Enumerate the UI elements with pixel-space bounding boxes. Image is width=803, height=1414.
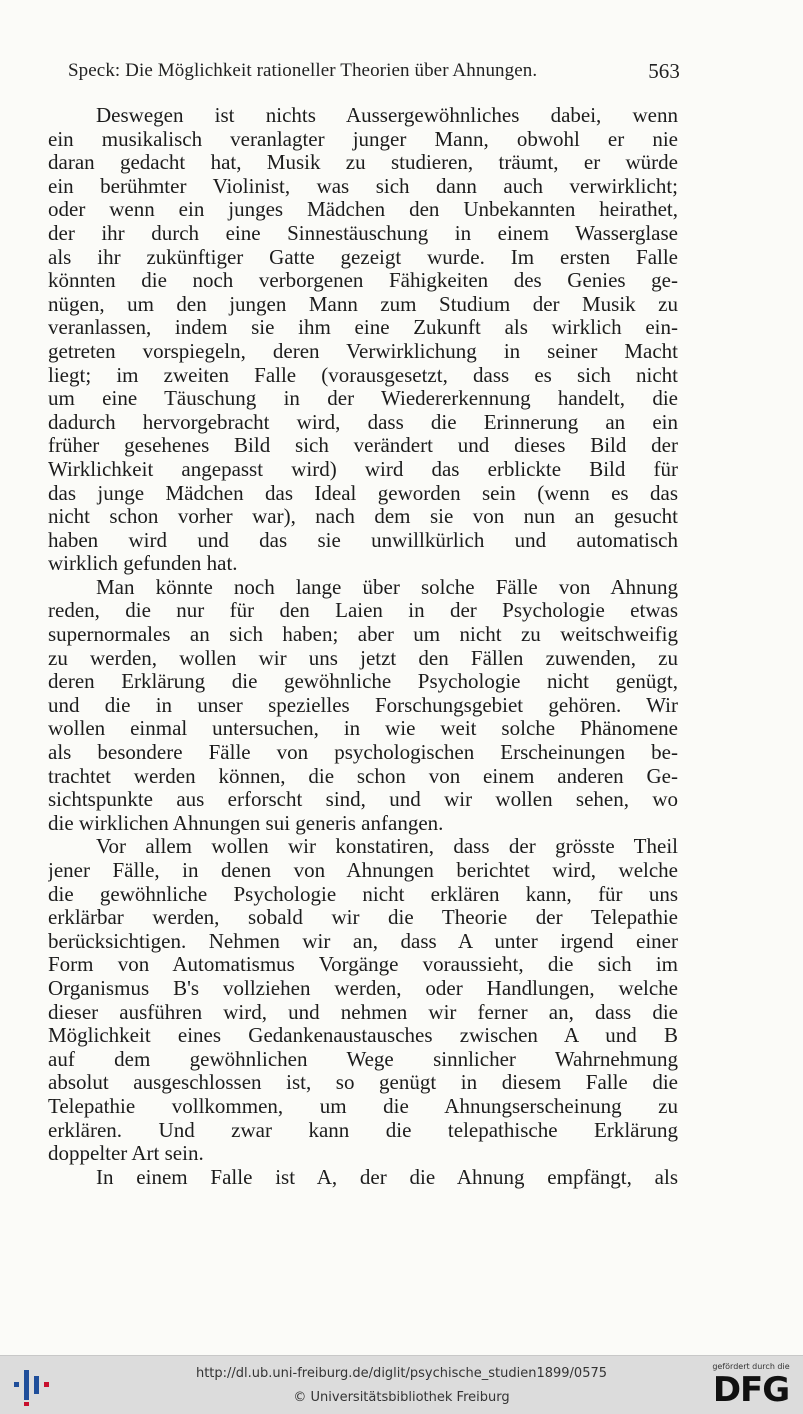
text-line: könnten die noch verborgenen Fähigkeiten des Genies ge- (48, 269, 678, 293)
text-line: reden, die nur für den Laien in der Psychologie etwas (48, 599, 678, 623)
text-line: ein musikalisch veranlagter junger Mann, obwohl er nie (48, 127, 678, 151)
dfg-logo (707, 1362, 795, 1410)
text-line: deren Erklärung die gewöhnliche Psychologie nicht genügt, (48, 670, 678, 694)
text-line: doppelter Art sein. (48, 1142, 204, 1166)
text-line: dieser ausführen wird, und nehmen wir ferner an, dass die (48, 1000, 678, 1024)
text-line: nügen, um den jungen Mann zum Studium der Musik zu (48, 292, 678, 316)
text-line: nicht schon vorher war), nach dem sie von nun an gesucht (48, 505, 678, 529)
text-line: absolut ausgeschlossen ist, so genügt in diesem Falle die (48, 1071, 678, 1095)
text-line: zu werden, wollen wir uns jetzt den Fällen zuwenden, zu (48, 646, 678, 670)
text-line: haben wird und das sie unwillkürlich und automatisch (48, 528, 678, 552)
text-line: wollen einmal untersuchen, in wie weit solche Phänomene (48, 717, 678, 741)
text-line: Man könnte noch lange über solche Fälle von Ahnung (96, 575, 678, 599)
text-line: veranlassen, indem sie ihm eine Zukunft als wirklich ein- (48, 316, 678, 340)
text-line: die wirklichen Ahnungen sui generis anfangen. (48, 811, 444, 835)
text-line: und die in unser spezielles Forschungsgebiet gehören. Wir (48, 693, 678, 717)
text-line: supernormales an sich haben; aber um nicht zu weitschweifig (48, 623, 678, 647)
text-line: ein berühmter Violinist, was sich dann auch verwirklicht; (48, 174, 678, 198)
text-line: Form von Automatismus Vorgänge voraussieht, die sich im (48, 953, 678, 977)
text-line: liegt; im zweiten Falle (vorausgesetzt, dass es sich nicht (48, 363, 678, 387)
text-line: trachtet werden können, die schon von einem anderen Ge- (48, 764, 678, 788)
dfg-sponsor-text: gefördert durch die (712, 1362, 790, 1371)
text-line: das junge Mädchen das Ideal geworden sein (wenn es das (48, 481, 678, 505)
body-text (48, 104, 678, 1189)
text-line: jener Fälle, in denen von Ahnungen berichtet wird, welche (48, 859, 678, 882)
text-line: früher gesehenes Bild sich verändert und dieses Bild der (48, 434, 678, 458)
text-line: um eine Täuschung in der Wiedererkennung handelt, die (48, 387, 678, 411)
source-url[interactable]: http://dl.ub.uni-freiburg.de/diglit/psychische_studien1899/0575 (195, 1366, 608, 1381)
text-line: berücksichtigen. Nehmen wir an, dass A unter irgend einer (48, 929, 678, 953)
text-line: In einem Falle ist A, der die Ahnung empfängt, als (96, 1165, 678, 1189)
text-line: die gewöhnliche Psychologie nicht erklären kann, für uns (48, 882, 678, 906)
text-line: der ihr durch eine Sinnestäuschung in einem Wasserglase (48, 221, 678, 245)
text-line: Möglichkeit eines Gedankenaustausches zwischen A und B (48, 1024, 678, 1048)
text-line: erklärbar werden, sobald wir die Theorie der Telepathie (48, 906, 678, 930)
text-line: sichtspunkte aus erforscht sind, und wir wollen sehen, wo (48, 788, 678, 812)
text-line: getreten vorspiegeln, deren Verwirklichung in seiner Macht (48, 339, 678, 363)
text-line: oder wenn ein junges Mädchen den Unbekannten heirathet, (48, 198, 678, 222)
text-line: dadurch hervorgebracht wird, dass die Erinnerung an ein (48, 410, 678, 434)
text-line: Wirklichkeit angepasst wird) wird das erblickte Bild für (48, 457, 678, 481)
text-line: Deswegen ist nichts Aussergewöhnliches dabei, wenn (96, 104, 678, 127)
dfg-logo-text: DFG (712, 1370, 790, 1410)
text-line: wirklich gefunden hat. (48, 552, 238, 576)
text-line: als besondere Fälle von psychologischen Erscheinungen be- (48, 741, 678, 765)
footer-bar (0, 1355, 803, 1414)
text-line: auf dem gewöhnlichen Wege sinnlicher Wahrnehmung (48, 1047, 678, 1071)
copyright-notice: © Universitätsbibliothek Freiburg (293, 1390, 510, 1405)
text-line: Telepathie vollkommen, um die Ahnungserscheinung zu (48, 1094, 678, 1118)
text-line: Organismus B's vollziehen werden, oder Handlungen, welche (48, 976, 678, 1000)
text-line: erklären. Und zwar kann die telepathische Erklärung (48, 1118, 678, 1142)
running-head-title: Speck: Die Möglichkeit rationeller Theorien über Ahnungen. (68, 60, 538, 81)
text-line: Vor allem wollen wir konstatiren, dass der grösste Theil (96, 835, 678, 859)
text-line: als ihr zukünftiger Gatte gezeigt wurde. Im ersten Falle (48, 245, 678, 269)
text-line: daran gedacht hat, Musik zu studieren, träumt, er würde (48, 151, 678, 175)
page-number: 563 (648, 59, 680, 83)
